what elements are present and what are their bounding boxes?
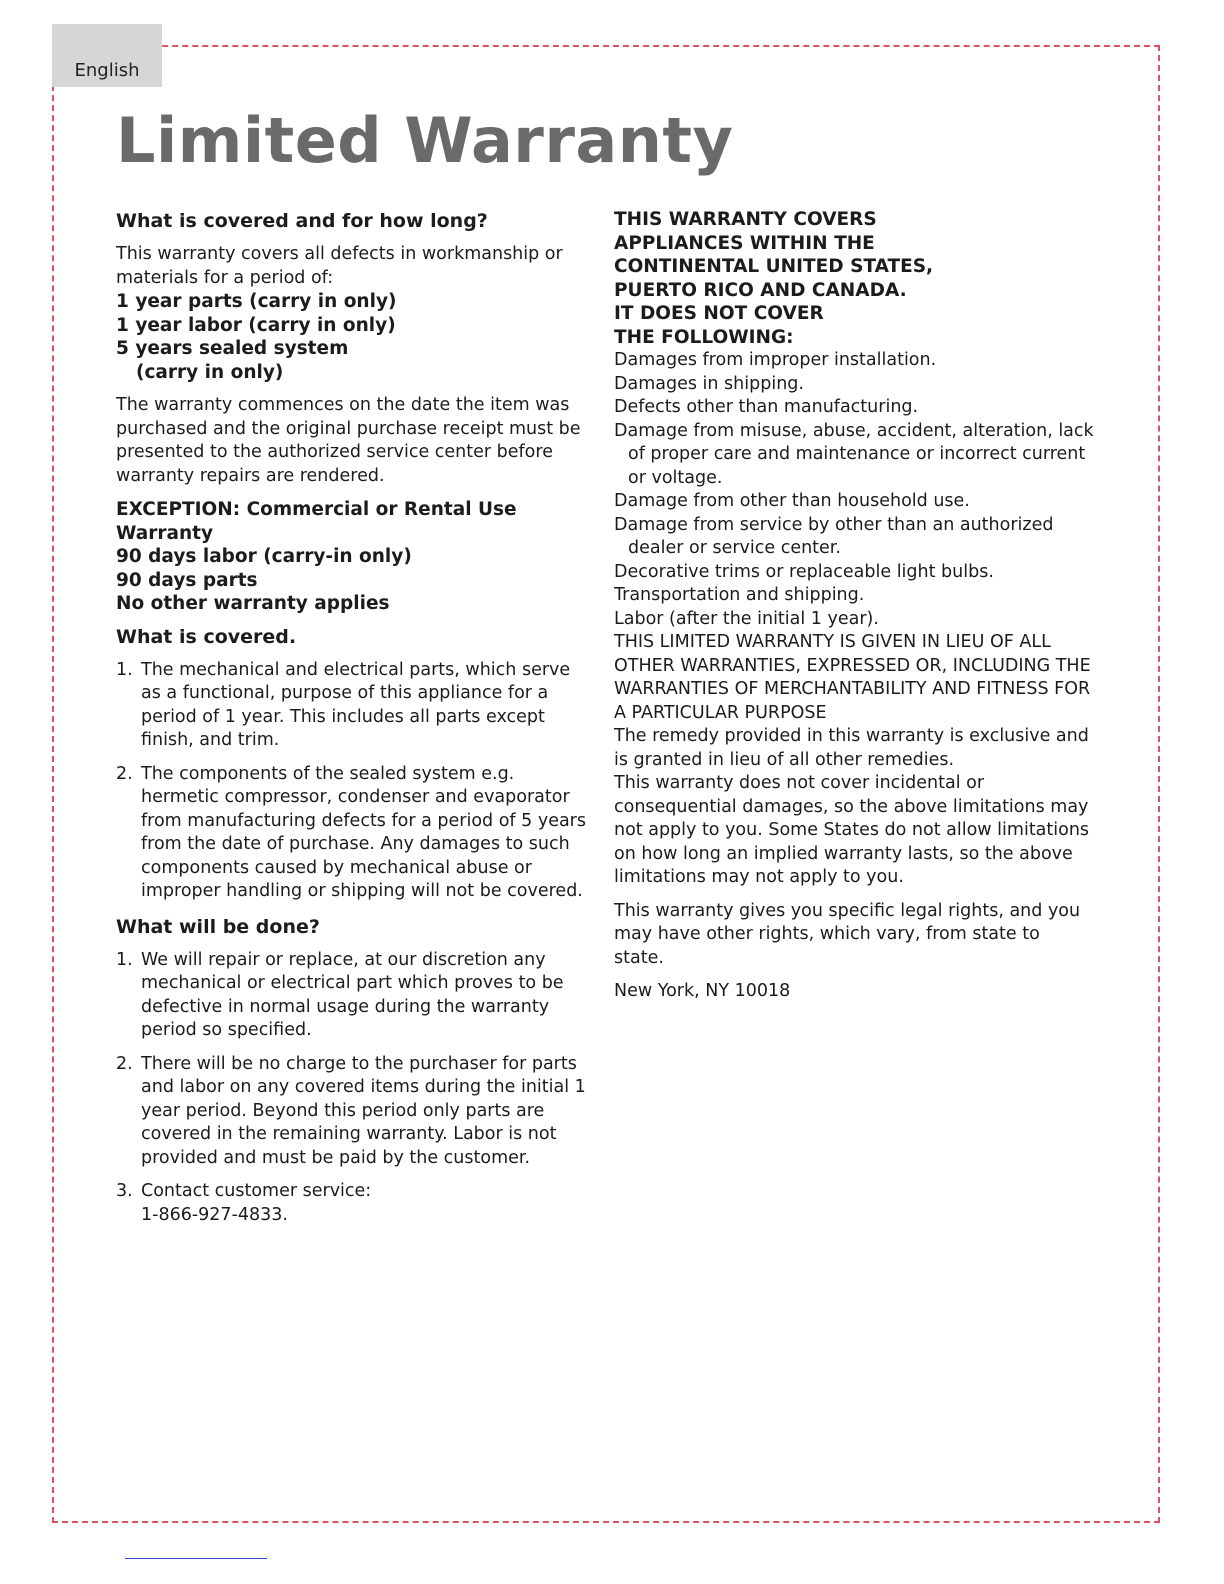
caps-line: CONTINENTAL UNITED STATES, — [614, 256, 934, 277]
exception-line: 90 days labor (carry-in only) — [116, 546, 412, 567]
exclusion-item: Labor (after the initial 1 year). — [614, 608, 879, 629]
caps-line: THE FOLLOWING: — [614, 326, 794, 348]
right-column — [614, 208, 1094, 1014]
exclusion-item: Damage from other than household use. — [614, 491, 970, 511]
left-column — [116, 208, 586, 1237]
period-item: 1 year parts (carry in only) — [116, 291, 397, 312]
exclusion-list — [614, 349, 1094, 631]
exclusion-item: Decorative trims or replaceable light bulbs. — [614, 561, 994, 582]
period-item: 5 years sealed system — [116, 338, 349, 359]
list-text: The components of the sealed system e.g. hermetic compressor, condenser and evaporator from manufacturing defects for a period of 5 years from the date of purchase. Any damages to such components caused by mechanical abuse or improper handling or shipping will not be covered. — [141, 763, 586, 901]
heading-what-done: What will be done? — [116, 915, 320, 938]
exception-block — [116, 498, 586, 616]
commence-text: The warranty commences on the date the item was purchased and the original purchase receipt must be presented to the authorized service center before warranty repairs are rendered. — [116, 395, 581, 486]
coverage-caps-block — [614, 208, 1094, 349]
done-list — [116, 949, 586, 1228]
list-text: The mechanical and electrical parts, which serve as a functional, purpose of this appliance for a period of 1 year. This includes all parts except finish, and trim. — [141, 659, 571, 750]
exclusion-item: Transportation and shipping. — [614, 585, 865, 605]
list-number: 2. — [116, 1053, 133, 1074]
list-number: 1. — [116, 659, 133, 680]
list-number: 2. — [116, 763, 133, 784]
period-note: (carry in only) — [136, 361, 284, 383]
intro-text: This warranty covers all defects in workmanship or materials for a period of: — [116, 244, 563, 288]
exception-line: No other warranty applies — [116, 593, 390, 614]
caps-line: APPLIANCES WITHIN THE — [614, 232, 875, 254]
exclusion-item: Damages in shipping. — [614, 373, 804, 394]
exclusion-item: Damage from misuse, abuse, accident, alteration, lack of proper care and maintenance or incorrect current or voltage. — [614, 420, 1094, 488]
period-list — [116, 290, 586, 384]
list-item — [116, 659, 586, 753]
caps-line: THIS WARRANTY COVERS — [614, 209, 877, 230]
address: New York, NY 10018 — [614, 981, 791, 1001]
legal-rights-text: This warranty gives you specific legal rights, and you may have other rights, which vary, from state to state. — [614, 900, 1081, 968]
covered-list — [116, 659, 586, 904]
heading-what-covered: What is covered. — [116, 625, 297, 648]
list-number: 1. — [116, 949, 133, 970]
period-item: 1 year labor (carry in only) — [116, 314, 396, 336]
exclusion-item: Defects other than manufacturing. — [614, 397, 919, 417]
list-item — [116, 949, 586, 1043]
exception-line: EXCEPTION: Commercial or Rental Use Warranty — [116, 499, 517, 544]
list-item — [116, 1180, 586, 1227]
list-text: We will repair or replace, at our discretion any mechanical or electrical part which proves to be defective in normal usage during the warranty period so specified. — [141, 949, 564, 1040]
exclusion-item: Damage from service by other than an authorized dealer or service center. — [614, 514, 1054, 558]
language-tab: English — [52, 24, 162, 87]
list-item — [116, 763, 586, 904]
caps-line: PUERTO RICO AND CANADA. — [614, 279, 907, 301]
heading-covered-how-long: What is covered and for how long? — [116, 210, 488, 232]
incidental-text: This warranty does not cover incidental or consequential damages, so the above limitations may not apply to you. Some States do not allow limitations on how long an implied warranty lasts, so the above limitations may not apply to you. — [614, 773, 1090, 887]
lieu-statement: THIS LIMITED WARRANTY IS GIVEN IN LIEU OF ALL OTHER WARRANTIES, EXPRESSED OR, INCLUDING THE WARRANTIES OF MERCHANTABILITY AND FITNESS FOR A PARTICULAR PURPOSE — [614, 632, 1091, 723]
list-item — [116, 1053, 586, 1171]
list-number: 3. — [116, 1181, 133, 1201]
phone-number: 1-866-927-4833. — [141, 1204, 288, 1225]
list-text: Contact customer service: — [141, 1181, 372, 1201]
footer-rule — [125, 1558, 267, 1559]
remedy-text: The remedy provided in this warranty is exclusive and is granted in lieu of all other remedies. — [614, 726, 1089, 770]
list-text: There will be no charge to the purchaser for parts and labor on any covered items during the initial 1 year period. Beyond this period only parts are covered in the remaining warranty. Labor is not provided and must be paid by the customer. — [141, 1053, 586, 1168]
exception-line: 90 days parts — [116, 569, 258, 591]
exclusion-item: Damages from improper installation. — [614, 350, 937, 370]
caps-line: IT DOES NOT COVER — [614, 303, 824, 324]
page-title: Limited Warranty — [116, 104, 734, 177]
